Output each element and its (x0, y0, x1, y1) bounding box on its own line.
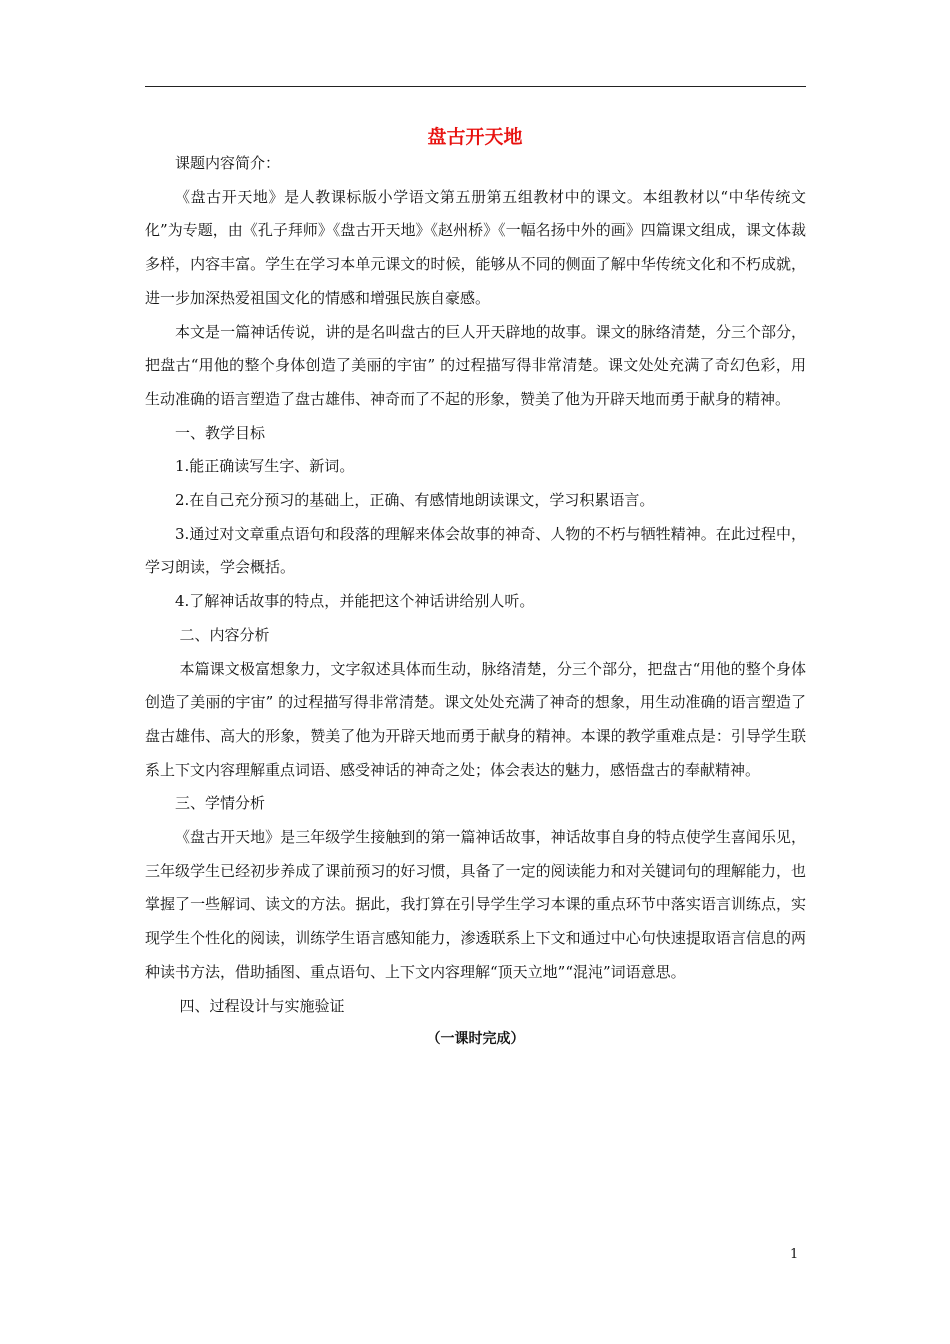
section-heading: 一、教学目标 (175, 423, 266, 442)
header-rule (145, 86, 806, 87)
paragraph-intro-label: 课题内容简介： (175, 154, 281, 172)
paragraph: 《盘古开天地》是人教课标版小学语文第五册第五组教材中的课文。本组教材以“中华传统文化”为专题，由《孔子拜师》《盘古开天地》《赵州桥》《一幅名扬中外的画》四篇课文组成，课文体裁多样，内容丰富。学生在学习本单元课文的时候，能够从不同的侧面了解中华传统文化和不朽成就，进一步加深热爱祖国文化的情感和增强民族自豪感。 (145, 187, 806, 307)
section-heading: 四、过程设计与实施验证 (179, 996, 345, 1015)
list-item: 2.在自己充分预习的基础上，正确、有感情地朗读课文，学习积累语言。 (175, 491, 655, 510)
list-item: 4.了解神话故事的特点，并能把这个神话讲给别人听。 (175, 592, 535, 611)
list-item: 1.能正确读写生字、新词。 (175, 457, 355, 476)
page-number: 1 (790, 1247, 799, 1262)
list-item: 3.通过对文章重点语句和段落的理解来体会故事的神奇、人物的不朽与牺牲精神。在此过程中，学习朗读，学会概括。 (145, 524, 806, 577)
paragraph: 本文是一篇神话传说，讲的是名叫盘古的巨人开天辟地的故事。课文的脉络清楚，分三个部分，把盘古“用他的整个身体创造了美丽的宇宙” 的过程描写得非常清楚。课文处处充满了奇幻色彩，用生动准确的语言塑造了盘古雄伟、神奇而了不起的形象，赞美了他为开辟天地而勇于献身的精神。 (145, 322, 806, 408)
document-title: 盘古开天地 (427, 126, 523, 148)
section-heading: 三、学情分析 (175, 794, 266, 813)
paragraph: 本篇课文极富想象力，文字叙述具体而生动，脉络清楚，分三个部分，把盘古“用他的整个身体创造了美丽的宇宙” 的过程描写得非常清楚。课文处处充满了神奇的想象，用生动准确的语言塑造了盘古雄伟、高大的形象，赞美了他为开辟天地而勇于献身的精神。本课的教学重难点是：引导学生联系上下文内容理解重点词语、感受神话的神奇之处；体会表达的魅力，感悟盘古的奉献精神。 (145, 659, 806, 779)
section-heading: 二、内容分析 (179, 625, 270, 644)
subheading-centered: （一课时完成） (426, 1031, 525, 1048)
paragraph: 《盘古开天地》是三年级学生接触到的第一篇神话故事，神话故事自身的特点使学生喜闻乐见，三年级学生已经初步养成了课前预习的好习惯，具备了一定的阅读能力和对关键词句的理解能力，也掌握了一些解词、读文的方法。据此，我打算在引导学生学习本课的重点环节中落实语言训练点，实现学生个性化的阅读，训练学生语言感知能力，渗透联系上下文和通过中心句快速提取语言信息的两种读书方法，借助插图、重点语句、上下文内容理解“顶天立地”“混沌”词语意思。 (145, 828, 806, 981)
document-body (145, 147, 806, 1057)
